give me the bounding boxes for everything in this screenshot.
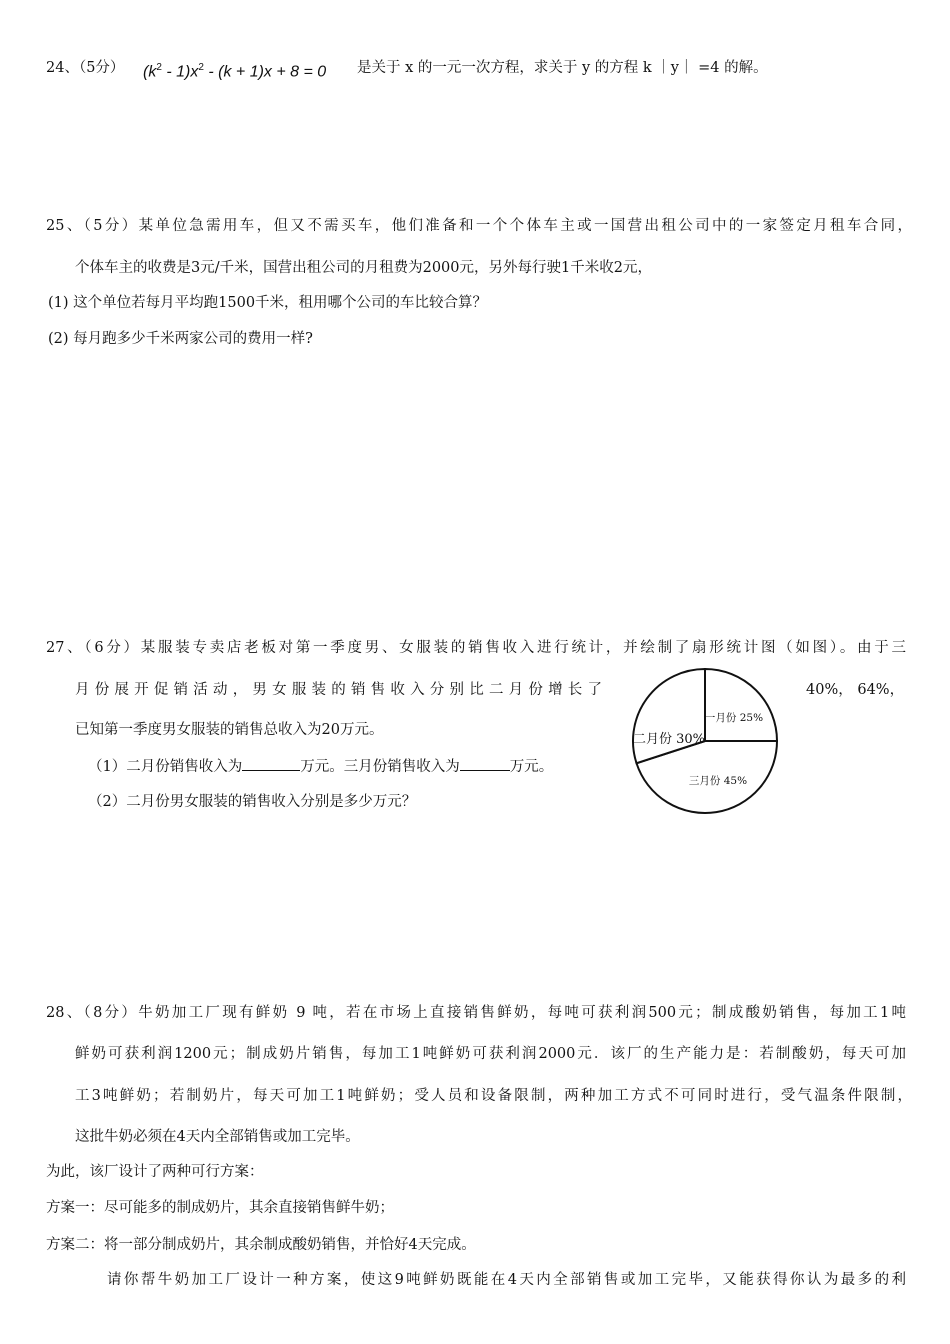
q27-sub1-b: 万元。三月份销售收入为: [300, 759, 460, 775]
q24-equation: $(k^2 - 1)x^2 - (k + 1)x + 8 = 0$: [143, 62, 327, 81]
q24-line: [46, 56, 124, 77]
q27-line3: 已知第一季度男女服装的销售总收入为20万元。: [75, 722, 384, 738]
pie-slice: [705, 669, 777, 741]
q25-sub2: (2) 每月跑多少千米两家公司的费用一样?: [48, 331, 313, 347]
q27-line2-right: 40%， 64%，: [806, 682, 905, 698]
q28-line5: 为此，该厂设计了两种可行方案：: [46, 1164, 264, 1180]
pie-chart: [630, 666, 780, 816]
answer-blank-2[interactable]: [460, 756, 510, 771]
q27-sub2: （2）二月份男女服装的销售收入分别是多少万元？: [88, 794, 417, 810]
q27-sub1-a: （1）二月份销售收入为: [88, 759, 243, 775]
q28-line1: 28、（8分）牛奶加工厂现有鲜奶 9 吨，若在市场上直接销售鲜奶，每吨可获利润500元；制成酸奶销售，每加工1吨: [46, 1005, 906, 1021]
q27-sub1-c: 万元。: [509, 759, 554, 775]
q24-text: 是关于 x 的一元一次方程，求关于 y 的方程 k ｜y｜ =4 的解。: [357, 60, 768, 76]
q25-sub1: (1) 这个单位若每月平均跑1500千米，租用哪个公司的车比较合算？: [48, 295, 488, 311]
answer-blank-1[interactable]: [242, 756, 300, 771]
q28-line2: 鲜奶可获利润1200元；制成奶片销售，每加工1吨鲜奶可获利润2000元．该厂的生产能力是：若制酸奶，每天可加: [75, 1046, 906, 1062]
q28-last: 请你帮牛奶加工厂设计一种方案，使这9吨鲜奶既能在4天内全部销售或加工完毕，又能获得你认为最多的利: [107, 1272, 906, 1288]
q27-line2-left: 月份展开促销活动，男女服装的销售收入分别比二月份增长了: [75, 682, 602, 698]
q27-line1: 27、（6分）某服装专卖店老板对第一季度男、女服装的销售收入进行统计，并绘制了扇形统计图（如图）。由于三: [46, 640, 906, 656]
pie-slice-label: 二月份 30%: [632, 732, 706, 747]
q27-sub1: [88, 755, 553, 776]
pie-slice-label: 三月份 45%: [688, 775, 748, 787]
q24-number: 24、: [46, 60, 79, 76]
q28-plan2: 方案二：将一部分制成奶片，其余制成酸奶销售，并恰好4天完成。: [46, 1237, 476, 1253]
q28-line3: 工3吨鲜奶；若制奶片，每天可加工1吨鲜奶；受人员和设备限制，两种加工方式不可同时进行，受气温条件限制，: [75, 1088, 912, 1104]
pie-slice-label: 一月份 25%: [704, 712, 764, 724]
q25-line2: 个体车主的收费是3元/千米，国营出租公司的月租费为2000元，另外每行驶1千米收2元，: [75, 260, 652, 276]
q24-score: （5分）: [78, 60, 125, 76]
q25-line1: 25、（5分）某单位急需用车，但又不需买车，他们准备和一个个体车主或一国营出租公司中的一家签定月租车合同，: [46, 218, 912, 234]
q28-line4: 这批牛奶必须在4天内全部销售或加工完毕。: [75, 1129, 360, 1145]
q28-plan1: 方案一：尽可能多的制成奶片，其余直接销售鲜牛奶；: [46, 1200, 394, 1216]
